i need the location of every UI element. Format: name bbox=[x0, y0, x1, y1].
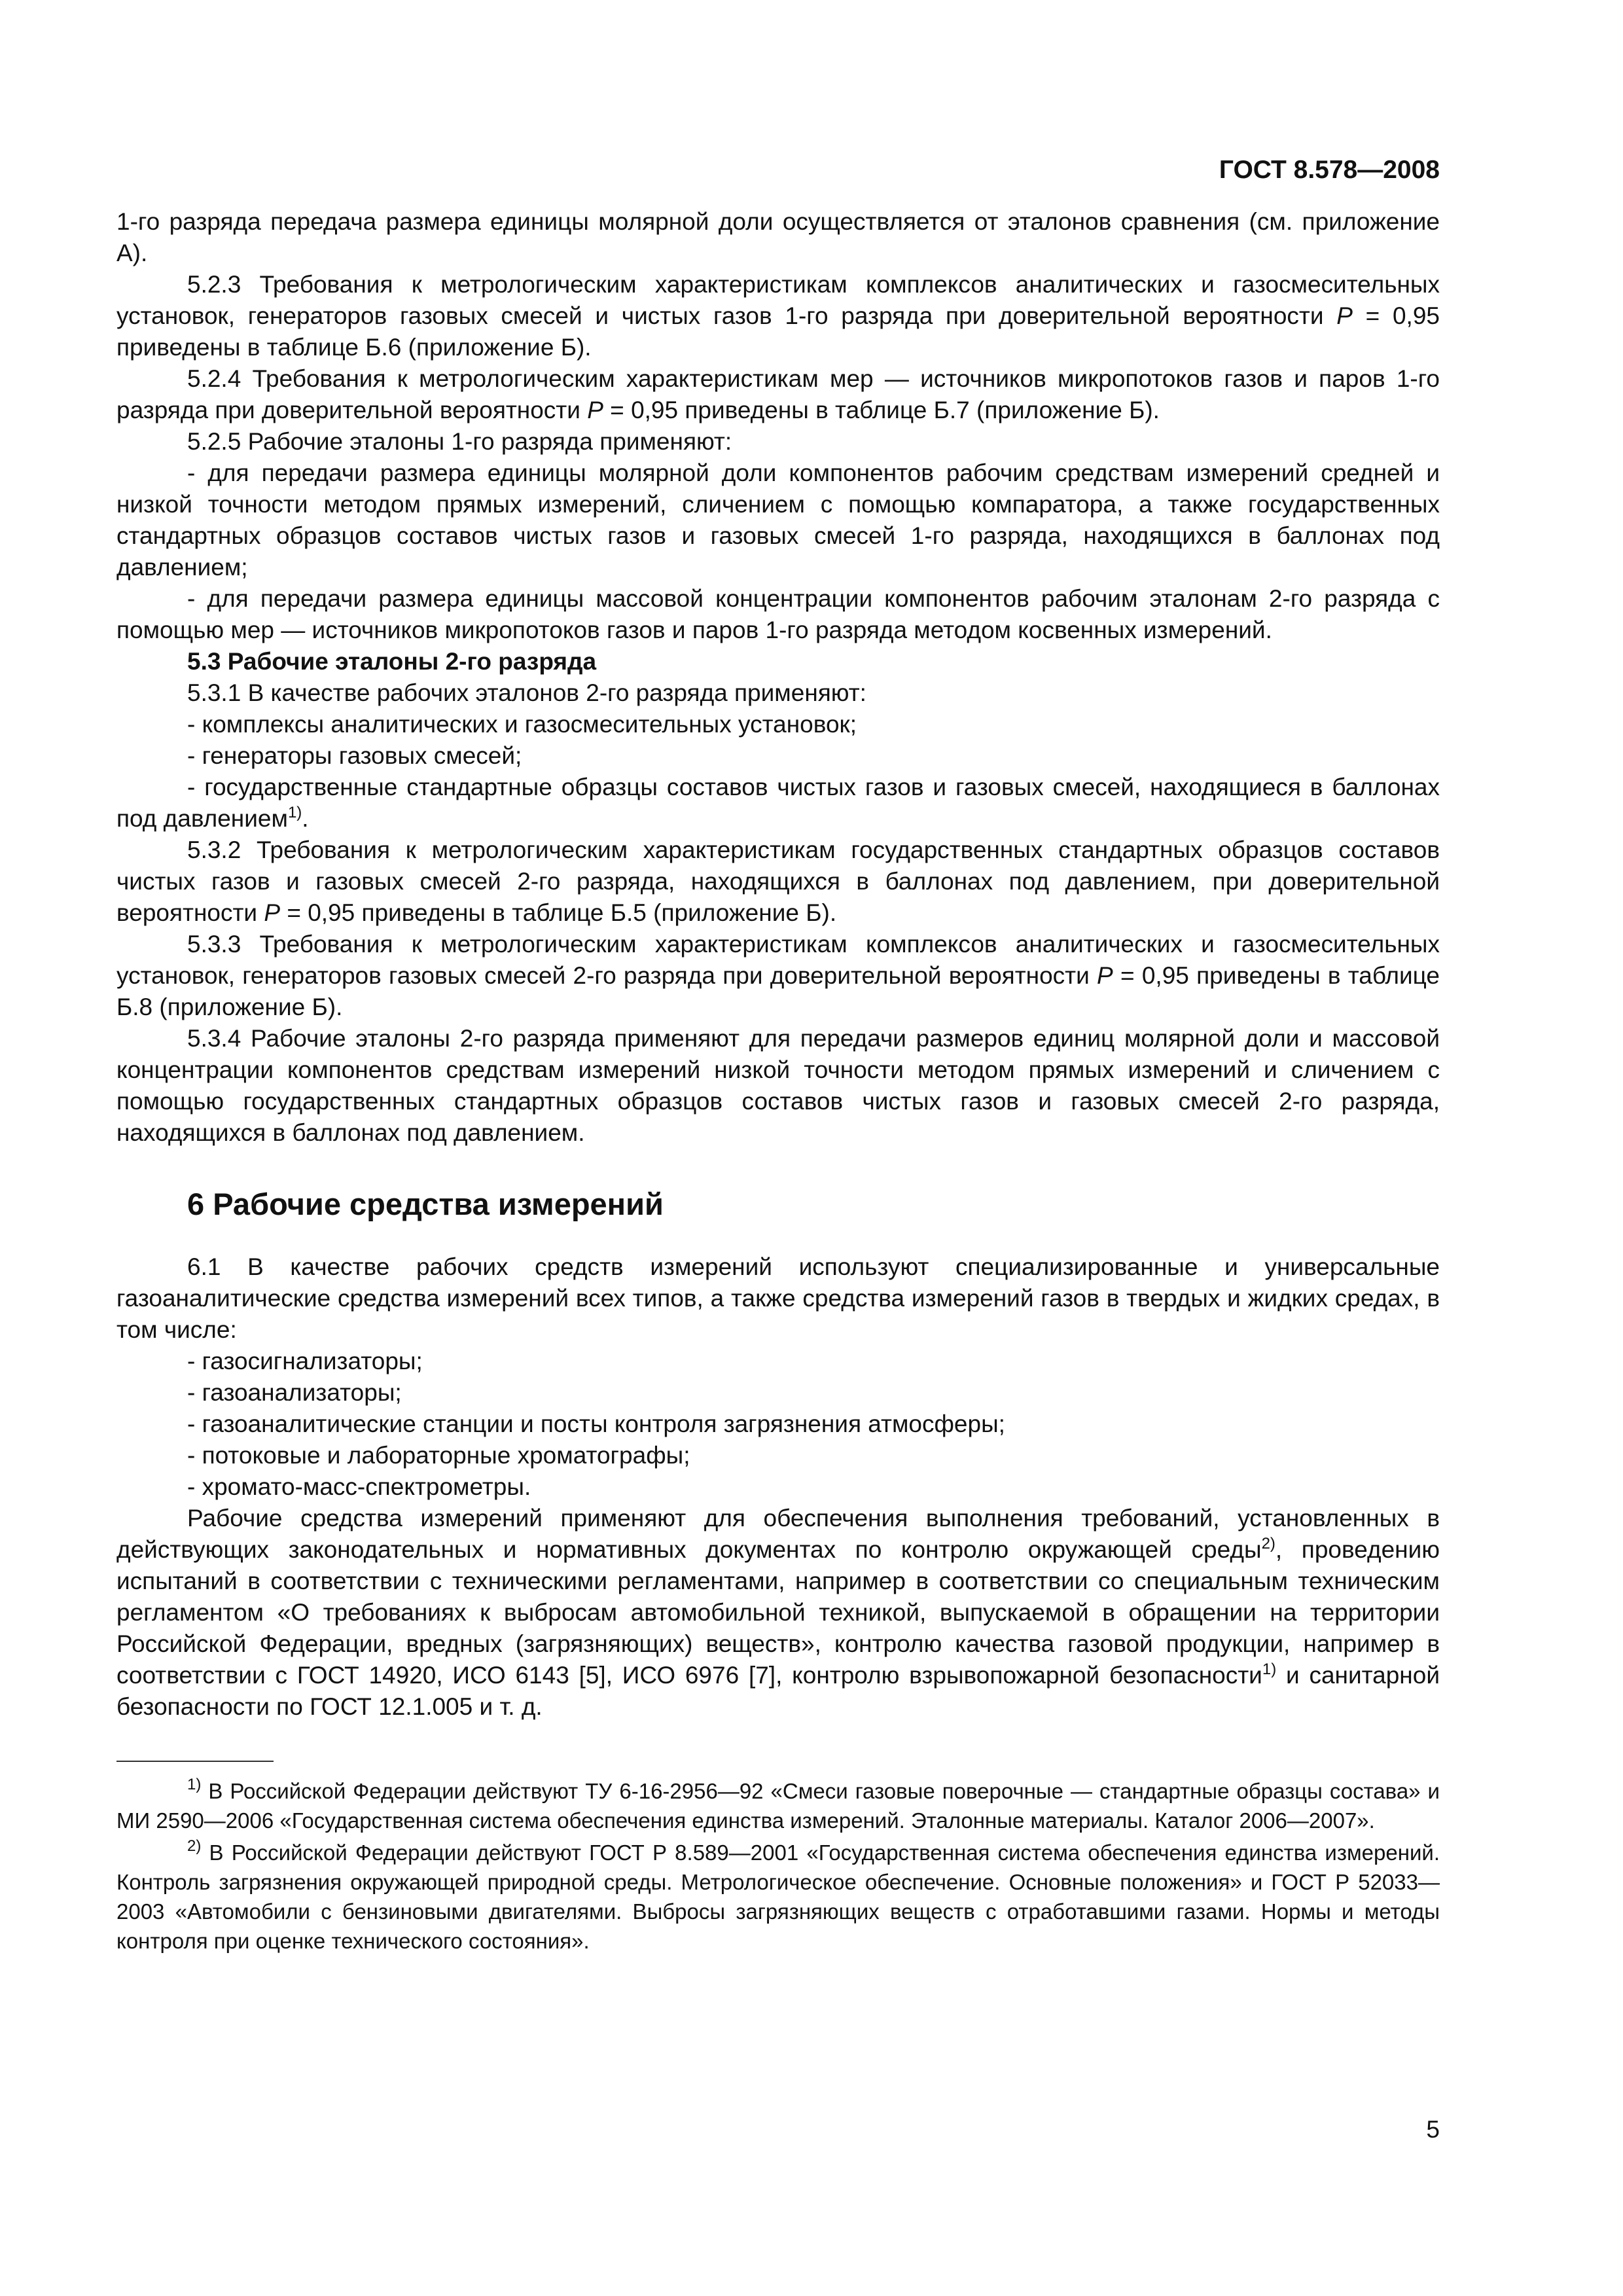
var-p: P bbox=[264, 899, 281, 926]
section-title-6: 6 Рабочие средства измерений bbox=[187, 1187, 664, 1221]
list-item: - потоковые и лабораторные хроматографы; bbox=[187, 1442, 690, 1469]
footnote-2: $^{2)}$ В Российской Федерации действуют ГОСТ Р 8.589—2001 «Государственная система обеспечения единства измерений. Контроль загрязнения окружающей природной среды. Метрологическое обеспечение. Основные положения» и ГОСТ Р 52033—2003 «Автомобили с бензиновыми двигателями. Выбросы загрязняющих веществ с отработавшими газами. Нормы и методы контроля при оценке технического состояния». bbox=[116, 1837, 1440, 1953]
paragraph-5-3-1: 5.3.1 В качестве рабочих эталонов 2-го разряда применяют: bbox=[187, 679, 866, 706]
subsection-heading-5-3: 5.3 Рабочие эталоны 2-го разряда bbox=[187, 648, 597, 675]
list-item: - хромато-масс-спектрометры. bbox=[187, 1473, 531, 1500]
paragraph-5-2-3: 5.2.3 Требования к метрологическим характеристикам комплексов аналитических и газосмесительных установок, генераторов газовых смесей и чистых газов 1-го разряда при доверительной вероятности P = 0,95 приведены в таблице Б.6 (приложение Б). bbox=[116, 271, 1440, 361]
paragraph-intro: 1-го разряда передача размера единицы молярной доли осуществляется от эталонов сравнения (см. приложение А). bbox=[116, 208, 1440, 266]
doc-id: ГОСТ 8.578—2008 bbox=[1219, 156, 1440, 184]
footnote-separator bbox=[116, 1761, 274, 1762]
page-number: 5 bbox=[1426, 2116, 1440, 2143]
footnote-mark: 2) bbox=[187, 1837, 202, 1855]
var-p: P bbox=[587, 397, 603, 423]
list-item: - газоаналитические станции и посты контроля загрязнения атмосферы; bbox=[187, 1410, 1005, 1437]
document-header bbox=[116, 154, 1440, 187]
footnote-mark: 1) bbox=[187, 1776, 202, 1793]
footnote-ref[interactable]: 1) bbox=[1262, 1660, 1277, 1678]
paragraph-6-1: 6.1 В качестве рабочих средств измерений используют специализированные и универсальные газоаналитические средства измерений всех типов, а также средства измерений газов в твердых и жидких средах, в том числе: bbox=[116, 1253, 1440, 1343]
list-item: - для передачи размера единицы молярной доли компонентов рабочим средствам измерений средней и низкой точности методом прямых измерений, сличением с помощью компаратора, а также государственных стандартных образцов составов чистых газов и газовых смесей 1-го разряда, находящихся в баллонах под давлением; bbox=[116, 459, 1440, 581]
list-item: - для передачи размера единицы массовой концентрации компонентов рабочим эталонам 2-го разряда с помощью мер — источников микропотоков газов и паров 1-го разряда методом косвенных измерений. bbox=[116, 585, 1440, 643]
paragraph-6-1-continued: Рабочие средства измерений применяют для обеспечения выполнения требований, установленных в действующих законодательных и нормативных документах по контролю окружающей среды$^{2)}$, проведению испытаний в соответствии с техническими регламентами, например в соответствии со специальным техническим регламентом «О требованиях к выбросам автомобильной техникой, выпускаемой в обращении на территории Российской Федерации, вредных (загрязняющих) веществ», контролю качества газовой продукции, например в соответствии с ГОСТ 14920, ИСО 6143 [5], ИСО 6976 [7], контролю взрывопожарной безопасности$^{1)}$ и санитарной безопасности по ГОСТ 12.1.005 и т. д. bbox=[116, 1505, 1440, 1720]
list-item: - государственные стандартные образцы составов чистых газов и газовых смесей, находящиеся в баллонах под давлением$^{1)}$. bbox=[116, 774, 1440, 832]
list-item: - газосигнализаторы; bbox=[187, 1348, 423, 1374]
paragraph-5-3-3: 5.3.3 Требования к метрологическим характеристикам комплексов аналитических и газосмесительных установок, генераторов газовых смесей 2-го разряда при доверительной вероятности P = 0,95 приведены в таблице Б.8 (приложение Б). bbox=[116, 931, 1440, 1020]
footnote-1: $^{1)}$ В Российской Федерации действуют ТУ 6-16-2956—92 «Смеси газовые поверочные — стандартные образцы состава» и МИ 2590—2006 «Государственная система обеспечения единства измерений. Эталонные материалы. Каталог 2006—2007». bbox=[116, 1776, 1440, 1833]
list-item: - генераторы газовых смесей; bbox=[187, 742, 522, 769]
var-p: P bbox=[1336, 302, 1353, 329]
footnote-ref[interactable]: 1) bbox=[287, 804, 302, 821]
list-item: - газоанализаторы; bbox=[187, 1379, 402, 1406]
paragraph-5-3-2: 5.3.2 Требования к метрологическим характеристикам государственных стандартных образцов составов чистых газов и газовых смесей 2-го разряда, находящихся в баллонах под давлением, при доверительной вероятности P = 0,95 приведены в таблице Б.5 (приложение Б). bbox=[116, 836, 1440, 926]
list-item: - комплексы аналитических и газосмесительных установок; bbox=[187, 711, 857, 738]
paragraph-5-2-4: 5.2.4 Требования к метрологическим характеристикам мер — источников микропотоков газов и паров 1-го разряда при доверительной вероятности P = 0,95 приведены в таблице Б.7 (приложение Б). bbox=[116, 365, 1440, 423]
paragraph-5-3-4: 5.3.4 Рабочие эталоны 2-го разряда применяют для передачи размеров единиц молярной доли и массовой концентрации компонентов средствам измерений низкой точности методом прямых измерений и сличением с помощью государственных стандартных образцов составов чистых газов и газовых смесей 2-го разряда, находящихся в баллонах под давлением. bbox=[116, 1025, 1440, 1146]
footnote-ref[interactable]: 2) bbox=[1261, 1535, 1275, 1552]
var-p: P bbox=[1097, 962, 1113, 989]
paragraph-5-2-5: 5.2.5 Рабочие эталоны 1-го разряда применяют: bbox=[187, 428, 732, 455]
